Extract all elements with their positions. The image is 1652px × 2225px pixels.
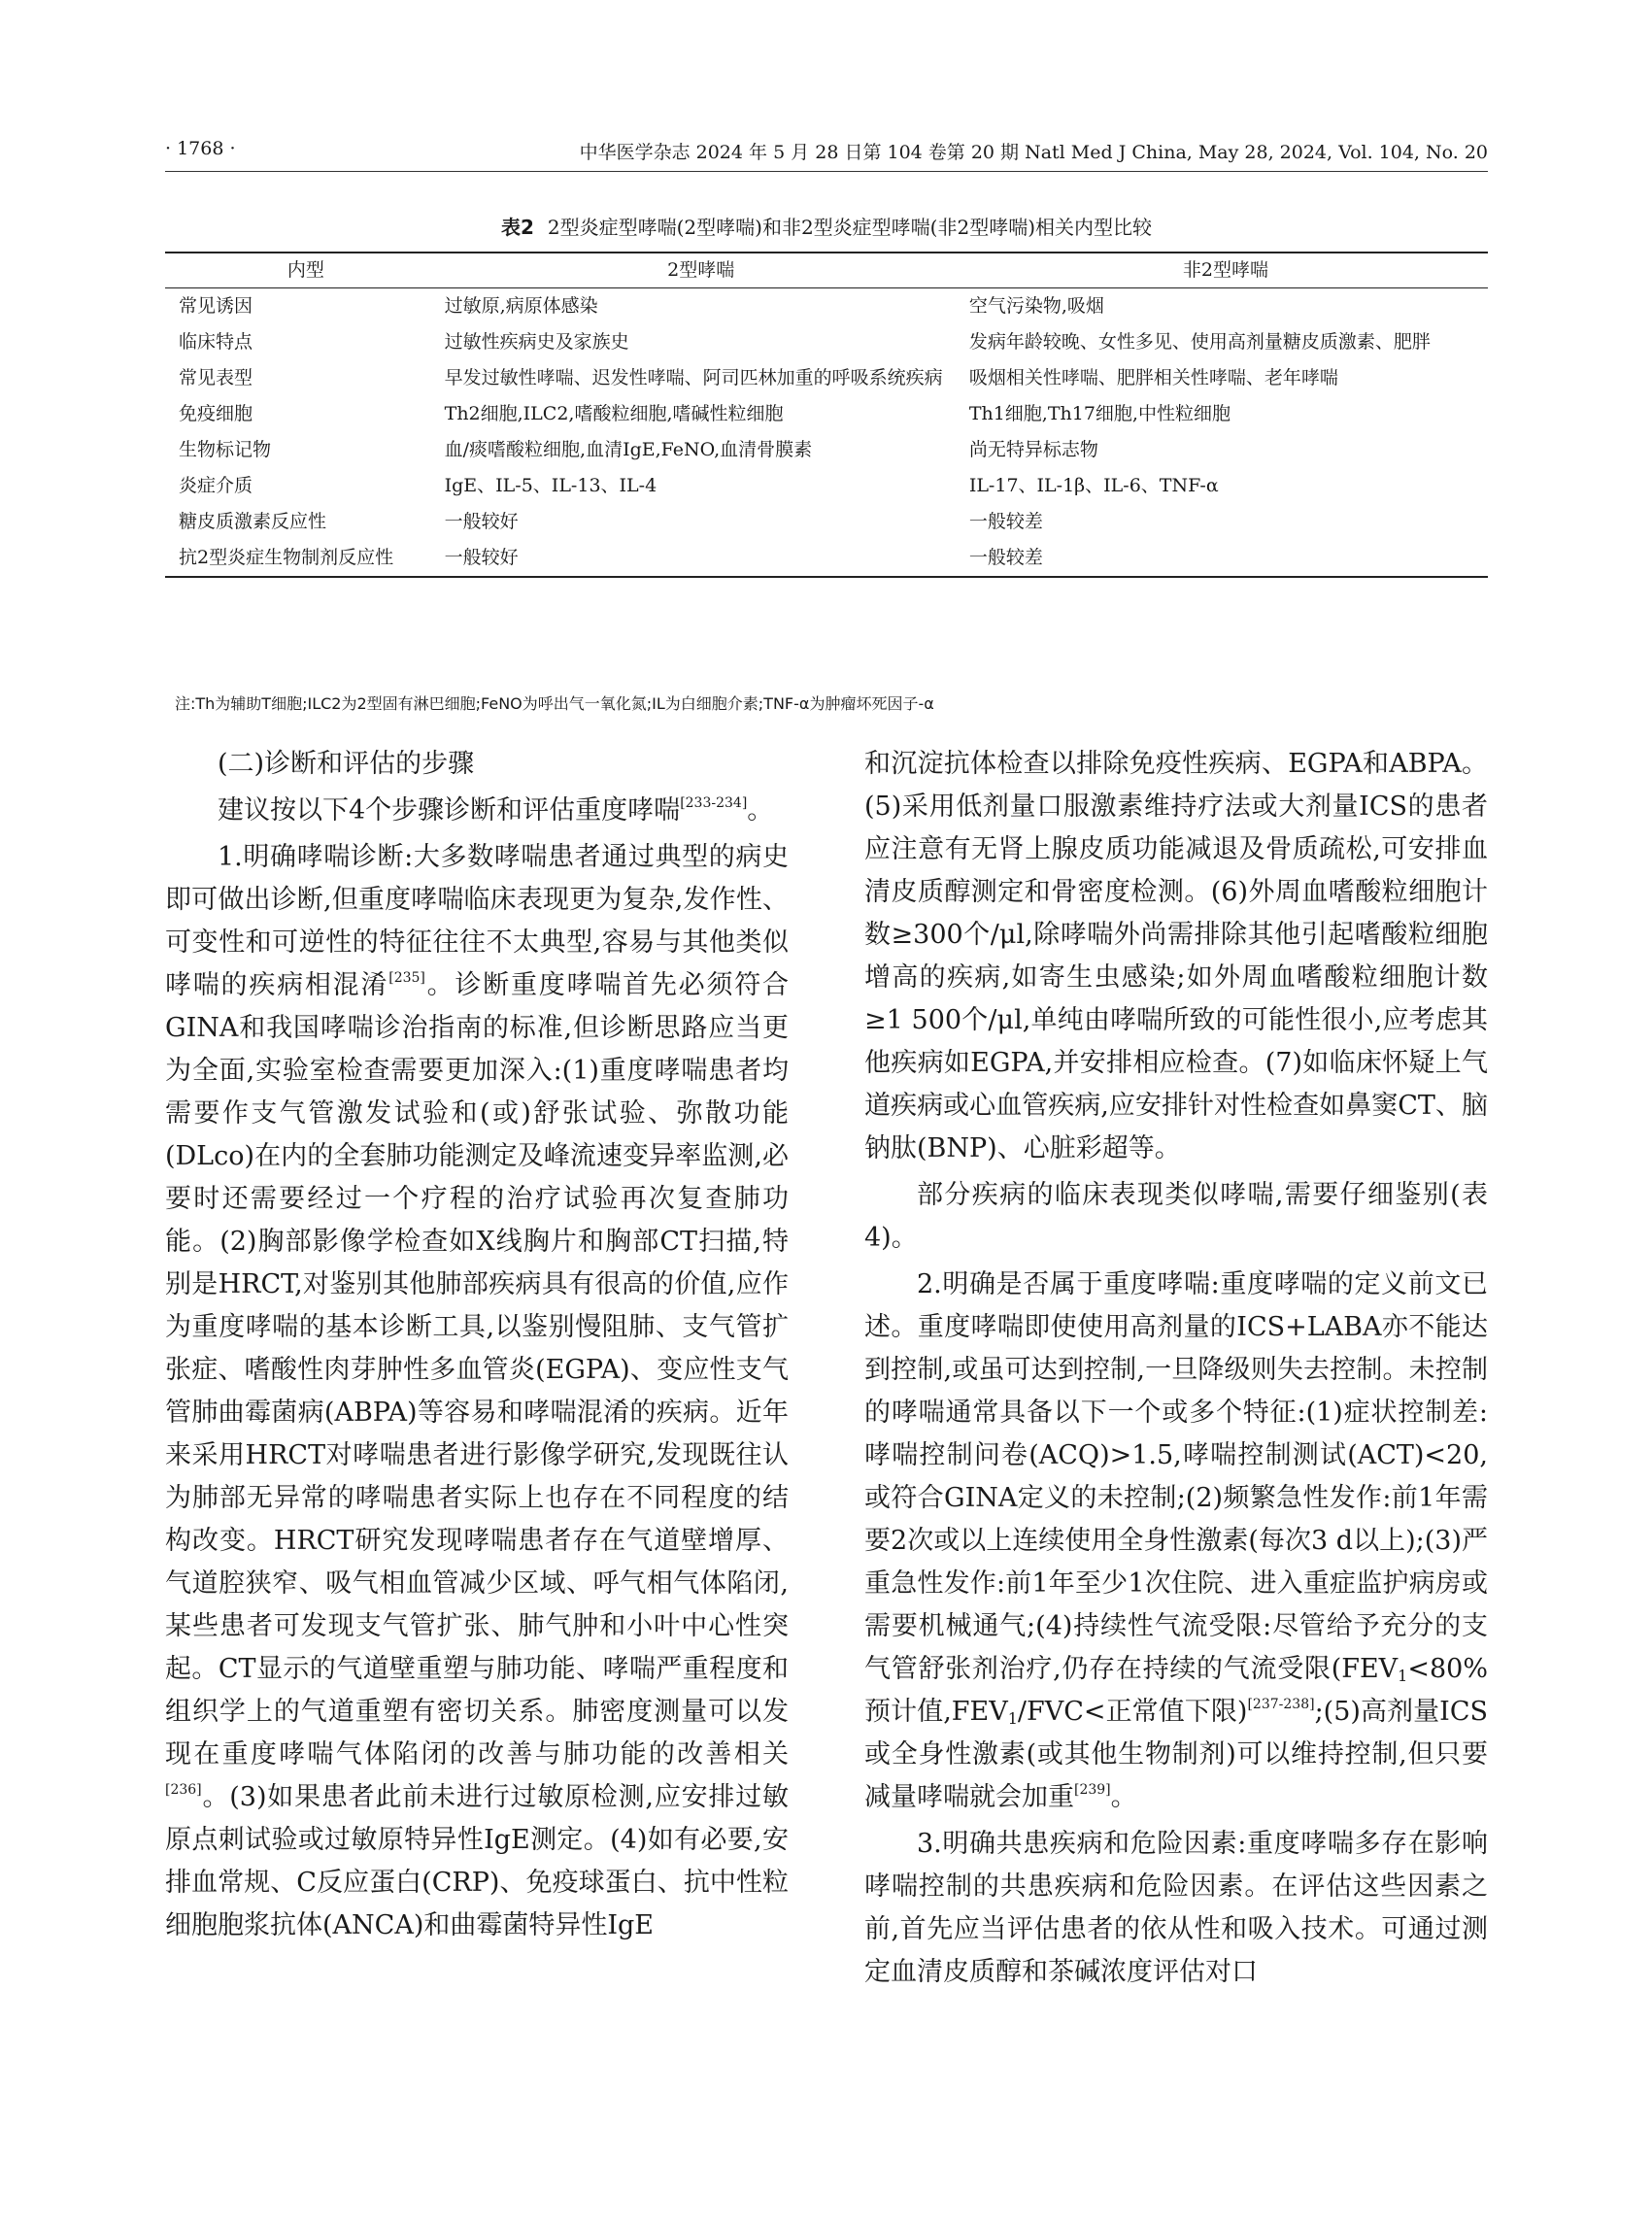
table-cell: 发病年龄较晚、女性多见、使用高剂量糖皮质激素、肥胖: [968, 331, 1431, 353]
table-note: 注:Th为辅助T细胞;ILC2为2型固有淋巴细胞;FeNO为呼出气一氧化氮;IL为白细胞介素;TNF-α为肿瘤坏死因子-α: [175, 694, 934, 713]
running-header: [165, 138, 1488, 172]
citation: [235]: [388, 970, 425, 986]
body-paragraph: 部分疾病的临床表现类似哮喘,需要仔细鉴别(表4)。: [864, 1180, 1488, 1253]
table-cell: 生物标记物: [179, 439, 272, 460]
table-cell: 一般较差: [968, 511, 1043, 532]
table-cell: 抗2型炎症生物制剂反应性: [179, 547, 394, 568]
table-cell: 早发过敏性哮喘、迟发性哮喘、阿司匹林加重的呼吸系统疾病: [444, 367, 943, 388]
table-cell: 一般较好: [444, 547, 519, 568]
table-cell: Th2细胞,ILC2,嗜酸粒细胞,嗜碱性粒细胞: [444, 403, 784, 424]
column-header: 2型哮喘: [439, 253, 963, 288]
endotype-comparison-table: [165, 252, 1488, 578]
table-row: [165, 504, 1488, 540]
table-caption: [165, 212, 1488, 240]
table-cell: IgE、IL-5、IL-13、IL-4: [444, 475, 657, 496]
journal-citation: 中华医学杂志 2024 年 5 月 28 日第 104 卷第 20 期 Natl Med J China, May 28, 2024, Vol. 104, No. 20: [579, 142, 1488, 163]
table-row: [165, 468, 1488, 504]
table-header-row: [165, 253, 1488, 288]
citation: [236]: [165, 1782, 202, 1798]
table-cell: 过敏原,病原体感染: [444, 295, 598, 317]
table-cell: 常见表型: [179, 367, 253, 388]
table-cell: 吸烟相关性哮喘、肥胖相关性哮喘、老年哮喘: [968, 367, 1338, 388]
table-cell: 一般较差: [968, 547, 1043, 568]
right-column: [864, 743, 1488, 1998]
table-row: [165, 432, 1488, 468]
table-cell: 血/痰嗜酸粒细胞,血清IgE,FeNO,血清骨膜素: [444, 439, 813, 460]
page-number: · 1768 ·: [165, 138, 236, 159]
body-paragraph: 1.明确哮喘诊断:大多数哮喘患者通过典型的病史即可做出诊断,但重度哮喘临床表现更为复杂,发作性、可变性和可逆性的特征往往不太典型,容易与其他类似哮喘的疾病相混淆[235]。诊断重度哮喘首先必须符合GINA和我国哮喘诊治指南的标准,但诊断思路应当更为全面,实验室检查需要更加深入:(1)重度哮喘患者均需要作支气管激发试验和(或)舒张试验、弥散功能(DLco)在内的全套肺功能测定及峰流速变异率监测,必要时还需要经过一个疗程的治疗试验再次复查肺功能。(2)胸部影像学检查如X线胸片和胸部CT扫描,特别是HRCT,对鉴别其他肺部疾病具有很高的价值,应作为重度哮喘的基本诊断工具,以鉴别慢阻肺、支气管扩张症、嗜酸性肉芽肿性多血管炎(EGPA)、变应性支气管肺曲霉菌病(ABPA)等容易和哮喘混淆的疾病。近年来采用HRCT对哮喘患者进行影像学研究,发现既往认为肺部无异常的哮喘患者实际上也存在不同程度的结构改变。HRCT研究发现哮喘患者存在气道壁增厚、气道腔狭窄、吸气相血管减少区域、呼气相气体陷闭,某些患者可发现支气管扩张、肺气肿和小叶中心性突起。CT显示的气道壁重塑与肺功能、哮喘严重程度和组织学上的气道重塑有密切关系。肺密度测量可以发现在重度哮喘气体陷闭的改善与肺功能的改善相关[236]。(3)如果患者此前未进行过敏原检测,应安排过敏原点刺试验或过敏原特异性IgE测定。(4)如有必要,安排血常规、C反应蛋白(CRP)、免疫球蛋白、抗中性粒细胞胞浆抗体(ANCA)和曲霉菌特异性IgE: [165, 842, 790, 1940]
table-cell: 常见诱因: [179, 295, 253, 317]
table-cell: 尚无特异标志物: [968, 439, 1098, 460]
table-cell: 糖皮质激素反应性: [179, 511, 327, 532]
table-row: [165, 360, 1488, 396]
left-column: [165, 743, 789, 1951]
column-header: 内型: [165, 253, 439, 288]
body-paragraph: 和沉淀抗体检查以排除免疫性疾病、EGPA和ABPA。(5)采用低剂量口服激素维持疗法或大剂量ICS的患者应注意有无肾上腺皮质功能减退及骨质疏松,可安排血清皮质醇测定和骨密度检测。(6)外周血嗜酸粒细胞计数≥300个/μl,除哮喘外尚需排除其他引起嗜酸粒细胞增高的疾病,如寄生虫感染;如外周血嗜酸粒细胞计数≥1 500个/μl,单纯由哮喘所致的可能性很小,应考虑其他疾病如EGPA,并安排相应检查。(7)如临床怀疑上气道疾病或心血管疾病,应安排针对性检查如鼻窦CT、脑钠肽(BNP)、心脏彩超等。: [864, 749, 1488, 1163]
body-paragraph: 2.明确是否属于重度哮喘:重度哮喘的定义前文已述。重度哮喘即使使用高剂量的ICS+LABA亦不能达到控制,或虽可达到控制,一旦降级则失去控制。未控制的哮喘通常具备以下一个或多个特征:(1)症状控制差:哮喘控制问卷(ACQ)>1.5,哮喘控制测试(ACT)<20,或符合GINA定义的未控制;(2)频繁急性发作:前1年需要2次或以上连续使用全身性激素(每次3 d以上);(3)严重急性发作:前1年至少1次住院、进入重症监护病房或需要机械通气;(4)持续性气流受限:尽管给予充分的支气管舒张剂治疗,仍存在持续的气流受限($FEV_1<80\%$预计值$,FEV_1/FVC<$正常值下限)[237-238];(5)高剂量ICS或全身性激素(或其他生物制剂)可以维持控制,但只要减量哮喘就会加重[239]。: [864, 1269, 1489, 1812]
table-cell: 临床特点: [179, 331, 253, 353]
citation: [233-234]: [680, 795, 748, 811]
table-cell: 免疫细胞: [179, 403, 253, 424]
table-row: [165, 288, 1488, 325]
table-row: [165, 540, 1488, 577]
table-cell: 空气污染物,吸烟: [968, 295, 1104, 317]
table-cell: 一般较好: [444, 511, 519, 532]
table-cell: Th1细胞,Th17细胞,中性粒细胞: [968, 403, 1231, 424]
table-title: 2型炎症型哮喘(2型哮喘)和非2型炎症型哮喘(非2型哮喘)相关内型比较: [547, 216, 1153, 239]
table-row: [165, 396, 1488, 432]
table-cell: 炎症介质: [179, 475, 253, 496]
body-paragraph: 建议按以下4个步骤诊断和评估重度哮喘[233-234]。: [218, 795, 774, 826]
column-header: 非2型哮喘: [963, 253, 1488, 288]
table-row: [165, 324, 1488, 360]
table-label: 表2: [500, 216, 534, 239]
citation: [239]: [1074, 1782, 1111, 1798]
table-cell: 过敏性疾病史及家族史: [444, 331, 629, 353]
citation: [237-238]: [1247, 1697, 1315, 1712]
body-paragraph: 3.明确共患疾病和危险因素:重度哮喘多存在影响哮喘控制的共患疾病和危险因素。在评估这些因素之前,首先应当评估患者的依从性和吸入技术。可通过测定血清皮质醇和茶碱浓度评估对口: [864, 1829, 1488, 1987]
section-heading: (二)诊断和评估的步骤: [218, 749, 475, 779]
table-cell: IL-17、IL-1β、IL-6、TNF-α: [968, 475, 1219, 496]
